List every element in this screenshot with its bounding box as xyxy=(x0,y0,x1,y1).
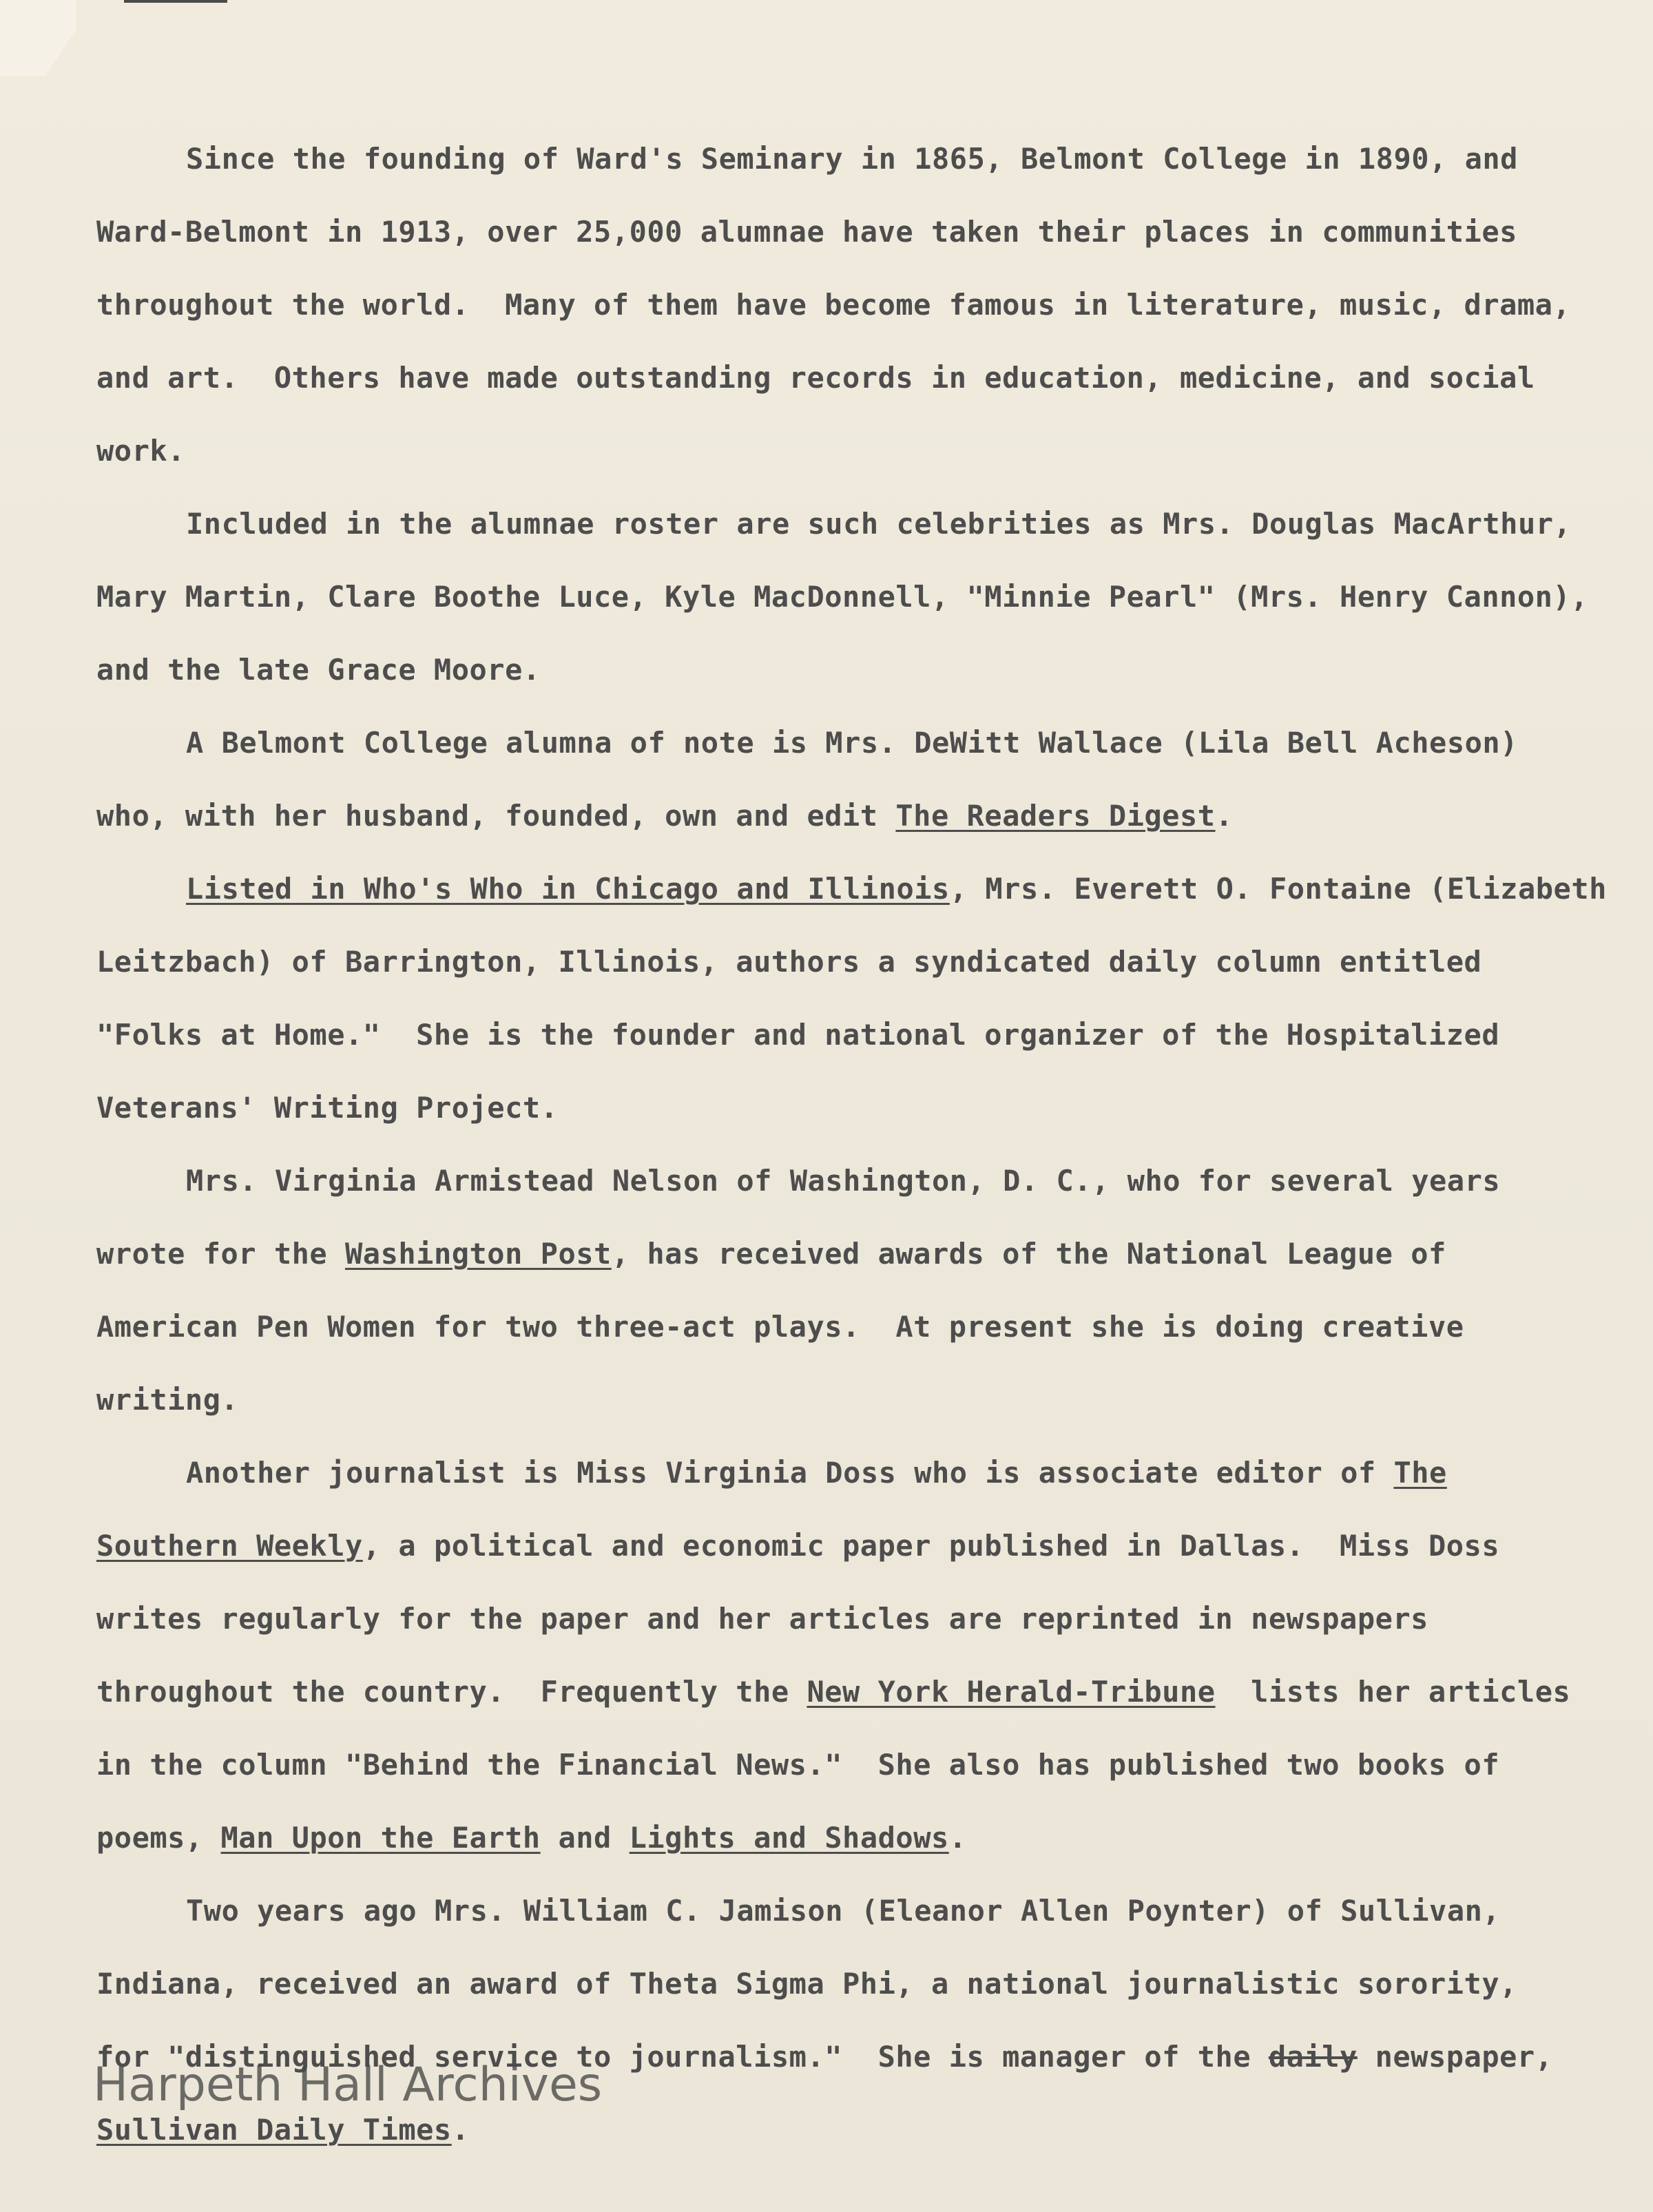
text-span: , Mrs. Everett O. Fontaine (Elizabeth xyxy=(949,872,1607,906)
underlined-title: Southern Weekly xyxy=(96,1529,363,1563)
text-line xyxy=(96,780,1598,853)
underlined-title: Listed in Who's Who in Chicago and Illinois xyxy=(186,872,950,906)
text-line xyxy=(96,1437,1598,1510)
text-line: writes regularly for the paper and her articles are reprinted in newspapers xyxy=(96,1602,1428,1636)
archive-watermark: Harpeth Hall Archives xyxy=(93,2058,603,2112)
text-line: "Folks at Home." She is the founder and national organizer of the Hospitalized xyxy=(96,1018,1500,1052)
text-span: , a political and economic paper published in Dallas. Miss Doss xyxy=(362,1529,1500,1563)
underlined-title: New York Herald-Tribune xyxy=(807,1675,1216,1709)
text-line xyxy=(96,1802,1598,1875)
text-span: newspaper, xyxy=(1357,2040,1553,2074)
text-line: Ward-Belmont in 1913, over 25,000 alumnae have taken their places in communities xyxy=(96,215,1517,249)
underlined-title: The Readers Digest xyxy=(895,799,1216,833)
text-span: wrote for the xyxy=(96,1237,346,1271)
text-line xyxy=(96,1218,1598,1291)
text-line xyxy=(96,1656,1598,1729)
text-line: work. xyxy=(96,434,185,468)
text-line: American Pen Women for two three-act plays. At present she is doing creative xyxy=(96,1310,1464,1344)
typed-text-body xyxy=(96,123,1607,2167)
underlined-title: Lights and Shadows xyxy=(629,1821,949,1855)
text-line: writing. xyxy=(96,1383,239,1417)
text-span: poems, xyxy=(96,1821,221,1855)
text-span: and xyxy=(540,1821,630,1855)
text-span: , has received awards of the National League of xyxy=(611,1237,1446,1271)
struck-word: daily xyxy=(1268,2040,1358,2074)
text-line: Veterans' Writing Project. xyxy=(96,1091,559,1125)
text-line xyxy=(96,1510,1598,1583)
text-span: who, with her husband, founded, own and edit xyxy=(96,799,896,833)
top-edge-mark xyxy=(124,0,227,3)
text-line: throughout the world. Many of them have become famous in literature, music, drama, xyxy=(96,288,1571,322)
text-line: in the column "Behind the Financial News." She also has published two books of xyxy=(96,1748,1500,1782)
text-line: Leitzbach) of Barrington, Illinois, authors a syndicated daily column entitled xyxy=(96,945,1482,979)
text-line: Mary Martin, Clare Boothe Luce, Kyle MacDonnell, "Minnie Pearl" (Mrs. Henry Cannon), xyxy=(96,580,1589,614)
text-line xyxy=(96,853,1607,926)
text-span: lists her articles xyxy=(1215,1675,1571,1709)
text-span: . xyxy=(1215,799,1234,833)
text-line: Included in the alumnae roster are such celebrities as Mrs. Douglas MacArthur, xyxy=(186,507,1572,541)
underlined-title: Man Upon the Earth xyxy=(220,1821,541,1855)
text-line: Indiana, received an award of Theta Sigma Phi, a national journalistic sorority, xyxy=(96,1967,1517,2001)
text-line: Mrs. Virginia Armistead Nelson of Washington, D. C., who for several years xyxy=(186,1164,1501,1198)
text-span: . xyxy=(948,1821,967,1855)
text-span: . xyxy=(451,2113,470,2147)
text-line: Since the founding of Ward's Seminary in 1865, Belmont College in 1890, and xyxy=(186,142,1518,176)
text-line: Two years ago Mrs. William C. Jamison (Eleanor Allen Poynter) of Sullivan, xyxy=(186,1894,1501,1928)
text-line: and art. Others have made outstanding records in education, medicine, and social xyxy=(96,361,1535,395)
underlined-title: Washington Post xyxy=(345,1237,612,1271)
text-line: A Belmont College alumna of note is Mrs. DeWitt Wallace (Lila Bell Acheson) xyxy=(186,726,1518,760)
folded-corner xyxy=(0,0,76,76)
underlined-title: The xyxy=(1393,1456,1447,1490)
text-span: throughout the country. Frequently the xyxy=(96,1675,807,1709)
text-span: for "distinguished service to journalism." She is manager of the xyxy=(96,2040,1269,2074)
underlined-title: Sullivan Daily Times xyxy=(96,2113,452,2147)
text-line: and the late Grace Moore. xyxy=(96,653,541,687)
text-span: Another journalist is Miss Virginia Doss who is associate editor of xyxy=(186,1456,1394,1490)
